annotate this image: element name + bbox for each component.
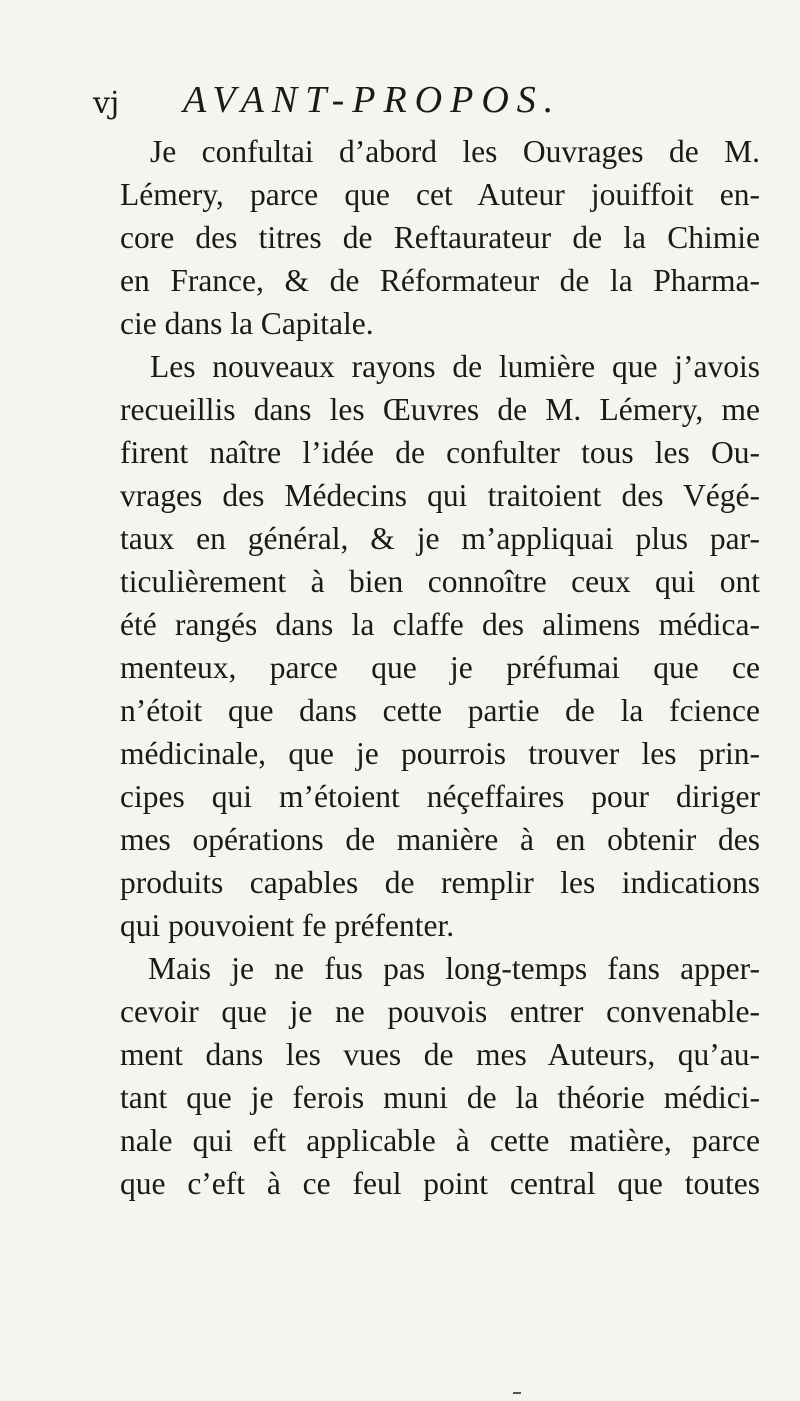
text-line: Je confultai d’abord les Ouvrages de M. xyxy=(150,134,760,169)
text-line: que c’eft à ce feul point central que toutes xyxy=(120,1166,760,1201)
text-line: ment dans les vues de mes Auteurs, qu’au- xyxy=(120,1037,760,1072)
text-line: qui pouvoient fe préfenter. xyxy=(120,908,455,943)
text-line: Mais je ne fus pas long-temps fans apper- xyxy=(148,951,760,986)
text-line: cipes qui m’étoient néçeffaires pour diriger xyxy=(120,779,760,814)
text-line: vrages des Médecins qui traitoient des Végé- xyxy=(120,478,760,513)
text-line: recueillis dans les Œuvres de M. Lémery, me xyxy=(120,392,760,427)
text-line: produits capables de remplir les indications xyxy=(120,865,760,900)
text-line: menteux, parce que je préfumai que ce xyxy=(120,650,760,685)
text-line: taux en général, & je m’appliquai plus par- xyxy=(120,521,760,556)
page-number: vj xyxy=(93,86,120,121)
running-head: AVANT-PROPOS. xyxy=(183,79,562,121)
text-line: en France, & de Réformateur de la Pharma- xyxy=(120,263,760,298)
text-line: core des titres de Reftaurateur de la Chimie xyxy=(120,220,760,255)
text-line: été rangés dans la claffe des alimens médica- xyxy=(120,607,760,642)
text-line: firent naître l’idée de confulter tous les Ou- xyxy=(120,435,760,470)
text-line: ticulièrement à bien connoître ceux qui ont xyxy=(120,564,760,599)
text-line: médicinale, que je pourrois trouver les prin- xyxy=(120,736,760,771)
text-line: n’étoit que dans cette partie de la fcience xyxy=(120,693,760,728)
text-line: tant que je ferois muni de la théorie médici- xyxy=(120,1080,760,1115)
text-line: mes opérations de manière à en obtenir des xyxy=(120,822,760,857)
text-line: cevoir que je ne pouvois entrer convenable- xyxy=(120,994,760,1029)
ink-speck xyxy=(513,1392,521,1394)
body-text xyxy=(120,130,760,1205)
text-line: Les nouveaux rayons de lumière que j’avois xyxy=(150,349,760,384)
page-header xyxy=(93,78,753,128)
text-line: nale qui eft applicable à cette matière, parce xyxy=(120,1123,760,1158)
text-line: cie dans la Capitale. xyxy=(120,306,374,341)
text-line: Lémery, parce que cet Auteur jouiffoit en- xyxy=(120,177,760,212)
